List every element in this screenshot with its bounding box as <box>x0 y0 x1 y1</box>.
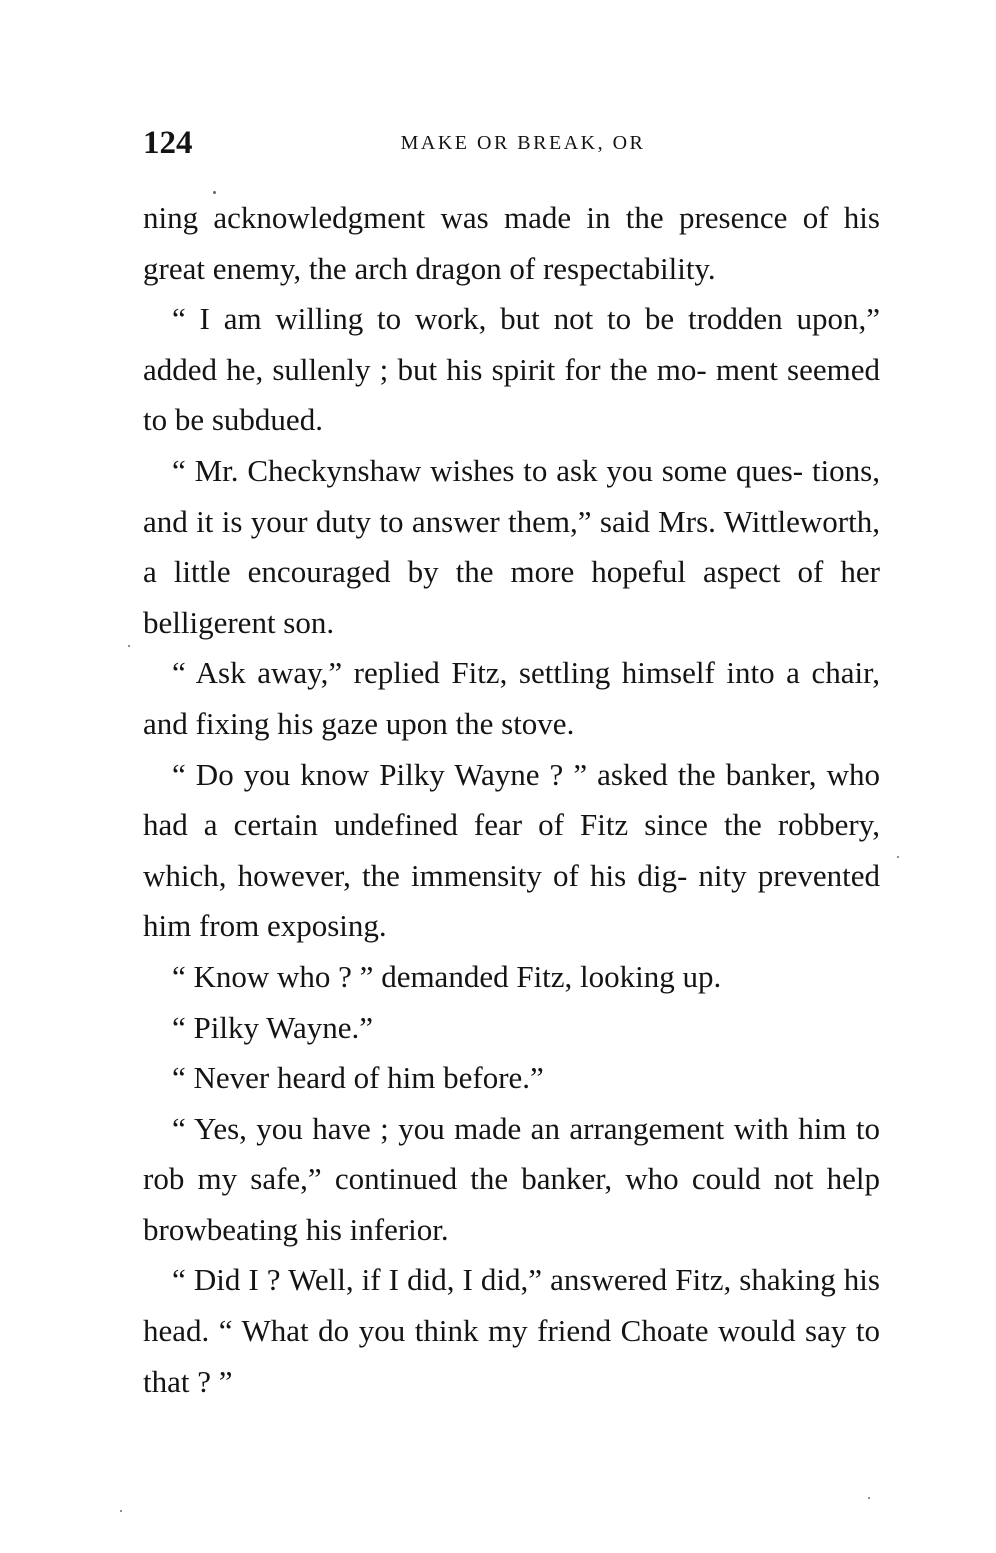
body-text <box>143 193 880 1407</box>
ink-speck <box>897 856 899 858</box>
paragraph: “ Never heard of him before.” <box>172 1060 544 1096</box>
ink-speck <box>120 1510 122 1512</box>
paragraph: “ Do you know Pilky Wayne ? ” asked the banker, who had a certain undefined fear of Fitz since the robbery, which, however, the immensity of his dig- nity prevented him from exposing. <box>143 756 880 944</box>
paragraph: “ Know who ? ” demanded Fitz, looking up. <box>172 958 722 994</box>
paragraph: “ Yes, you have ; you made an arrangement with him to rob my safe,” continued the banker, who could not help browbeating his inferior. <box>143 1110 880 1247</box>
ink-speck <box>868 1497 870 1499</box>
paragraph: “ Pilky Wayne.” <box>172 1009 373 1045</box>
ink-speck <box>128 645 130 647</box>
page-header <box>143 118 883 168</box>
page-number: 124 <box>143 125 193 161</box>
paragraph: “ I am willing to work, but not to be trodden upon,” added he, sullenly ; but his spirit for the mo- ment seemed to be subdued. <box>143 301 880 438</box>
paragraph: “ Mr. Checkynshaw wishes to ask you some ques- tions, and it is your duty to answer them,” said Mrs. Wittleworth, a little encouraged by the more hopeful aspect of her belligerent son. <box>143 452 880 640</box>
paragraph: “ Ask away,” replied Fitz, settling himself into a chair, and fixing his gaze upon the stove. <box>143 655 880 741</box>
paragraph: “ Did I ? Well, if I did, I did,” answered Fitz, shaking his head. “ What do you think my friend Choate would say to that ? ” <box>143 1262 880 1399</box>
ink-speck <box>213 191 216 194</box>
paragraph: ning acknowledgment was made in the presence of his great enemy, the arch dragon of respectability. <box>143 200 880 286</box>
running-head: MAKE OR BREAK, OR <box>400 132 646 154</box>
